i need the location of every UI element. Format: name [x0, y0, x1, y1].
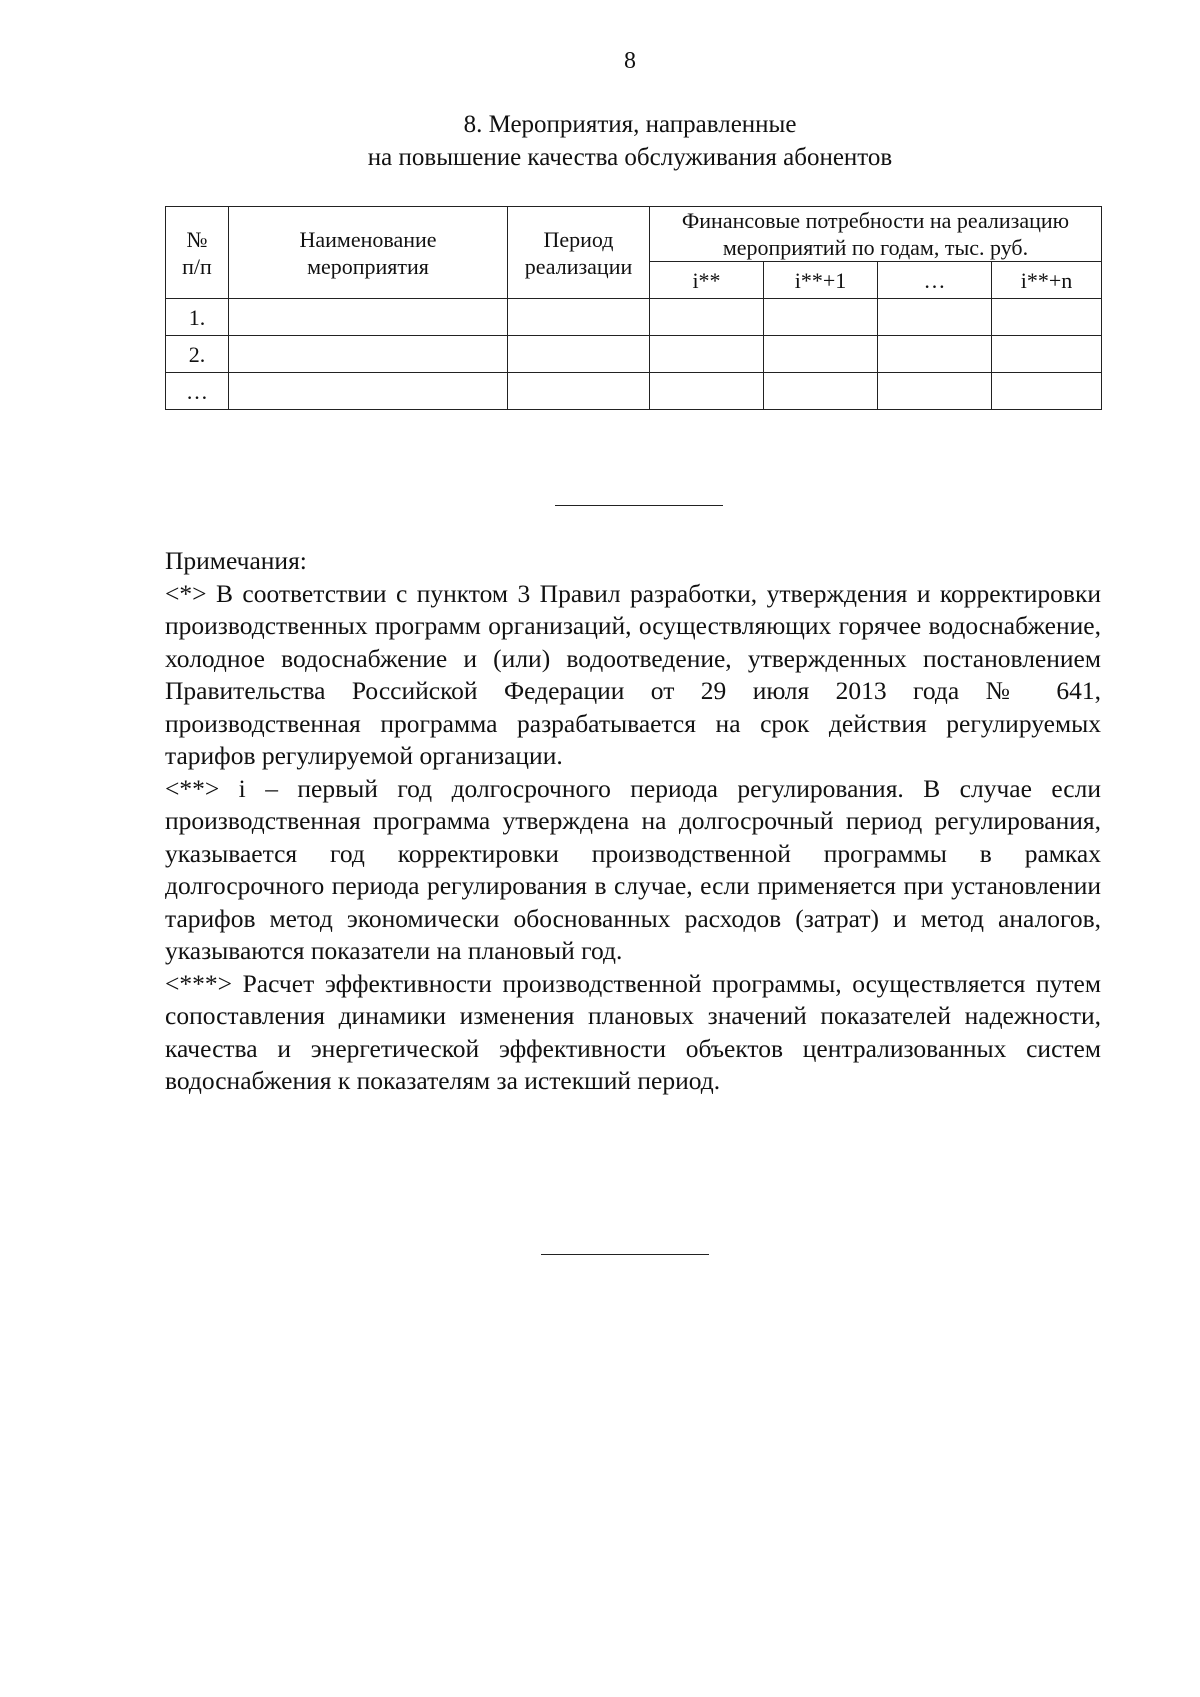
table-row [166, 373, 1102, 410]
cell-year [650, 336, 764, 373]
row-number: 2. [166, 336, 229, 373]
cell-name [229, 299, 508, 336]
cell-period [508, 373, 650, 410]
header-period-line-1: Период [543, 226, 614, 252]
section-title [0, 108, 1200, 174]
table-row [166, 336, 1102, 373]
cell-year [878, 299, 992, 336]
header-period [508, 207, 650, 299]
notes-section [165, 545, 1101, 1098]
cell-name [229, 336, 508, 373]
cell-period [508, 299, 650, 336]
header-measure-name [229, 207, 508, 299]
note-1: <*> В соответствии с пунктом 3 Правил разработки, утверждения и корректировки производственных программ организаций, осуществляющих горячее водоснабжение, холодное водоснабжение и (или) водоотведение, утвержденных постановлением Правительства Российской Федерации от 29 июля 2013 года № 641, производственная программа разрабатывается на срок действия регулируемых тарифов регулируемой организации. [165, 578, 1101, 770]
measures-table [165, 206, 1102, 410]
table-row [166, 299, 1102, 336]
header-year-ellipsis: … [878, 262, 992, 299]
header-financial-needs [650, 207, 1102, 262]
cell-name [229, 373, 508, 410]
header-year-i: i** [650, 262, 764, 299]
section-title-line-1: 8. Мероприятия, направленные [463, 111, 797, 138]
cell-year [992, 299, 1102, 336]
section-title-line-2: на повышение качества обслуживания абонентов [367, 144, 893, 171]
cell-year [992, 336, 1102, 373]
notes-heading: Примечания: [165, 546, 307, 575]
cell-year [764, 336, 878, 373]
note-2: <**> i – первый год долгосрочного периода регулирования. В случае если производственная программа утверждена на долгосрочный период регулирования, указывается год корректировки производственной программы в рамках долгосрочного периода регулирования в случае, если применяется при установлении тарифов метод экономически обоснованных расходов (затрат) и метод аналогов, указываются показатели на плановый год. [165, 773, 1101, 965]
divider-line [555, 505, 723, 506]
header-number-line-1: № [186, 226, 208, 252]
cell-year [992, 373, 1102, 410]
header-period-line-2: реализации [524, 253, 633, 279]
header-financial-needs-line-2: мероприятий по годам, тыс. руб. [722, 235, 1029, 260]
cell-year [764, 373, 878, 410]
cell-year [650, 373, 764, 410]
header-measure-name-line-1: Наименование [299, 226, 437, 252]
cell-year [878, 373, 992, 410]
header-financial-needs-line-1: Финансовые потребности на реализацию [681, 208, 1070, 233]
row-number: … [166, 373, 229, 410]
cell-year [764, 299, 878, 336]
header-number [166, 207, 229, 299]
header-year-i-plus-1: i**+1 [764, 262, 878, 299]
cell-year [878, 336, 992, 373]
header-year-i-plus-n: i**+n [992, 262, 1102, 299]
end-divider-line [541, 1254, 709, 1255]
cell-period [508, 336, 650, 373]
cell-year [650, 299, 764, 336]
page-number: 8 [624, 48, 636, 74]
header-measure-name-line-2: мероприятия [307, 253, 429, 279]
note-3: <***> Расчет эффективности производственной программы, осуществляется путем сопоставления динамики изменения плановых значений показателей надежности, качества и энергетической эффективности объектов централизованных систем водоснабжения к показателям за истекший период. [165, 968, 1101, 1095]
header-number-line-2: п/п [182, 253, 212, 279]
row-number: 1. [166, 299, 229, 336]
